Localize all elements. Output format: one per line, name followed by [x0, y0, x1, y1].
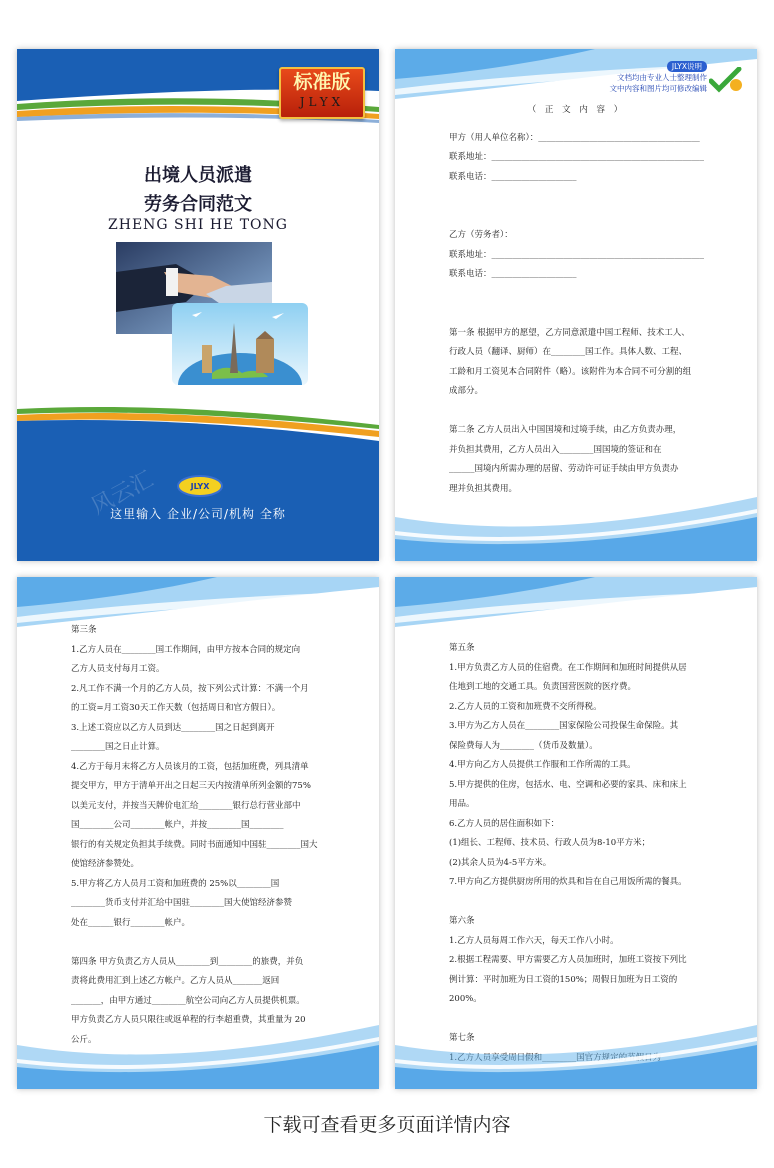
text-line: ________国之日止计算。 — [71, 742, 165, 752]
text-line: 成部分。 — [449, 386, 484, 396]
body-heading: （ 正 文 内 容 ） — [527, 105, 626, 115]
text-line: 2.凡工作不满一个月的乙方人员，按下列公式计算：不满一个月 — [71, 683, 309, 694]
contract-page-3 — [17, 577, 379, 1089]
text-line: 1.乙方人员每周工作六天，每天工作八小时。 — [449, 935, 619, 946]
text-line: 例计算：平时加班为日工资的150%；周假日加班为日工资的200%。 — [449, 974, 678, 1004]
text-line: 第七条 — [449, 1033, 475, 1043]
contract-page-4 — [395, 577, 757, 1089]
text-line: 行政人员（翻译、厨师）在________国工作。具体人数、工程、 — [449, 347, 688, 357]
text-line: (1)组长、工程师、技术员、行政人员为8-10平方米； — [449, 838, 651, 848]
blank-line — [449, 207, 704, 227]
text-line: 1.乙方人员在________国工作期间，由甲方按本合同的规定向 — [71, 644, 301, 655]
text-line: ________货币支付并汇给中国驻________国大使馆经济参赞 — [71, 898, 293, 908]
text-line: 联系电话：____________________ — [449, 171, 577, 182]
company-name-placeholder: 这里输入 企业/公司/机构 全称 — [110, 507, 286, 521]
blank-line — [449, 402, 704, 422]
note-line-2: 文中内容和图片均可修改编辑 — [609, 84, 707, 93]
text-line: 乙方人员支付每月工资。 — [71, 664, 165, 674]
cover-title-line2: 劳务合同范文 — [144, 194, 252, 215]
text-line: 使馆经济参赞处。 — [71, 859, 140, 869]
page-bottom-decoration — [395, 1015, 757, 1089]
text-line: 2.乙方人员的工资和加班费不交所得税。 — [449, 701, 602, 712]
text-line: 甲方负责乙方人员只限往或返单程的行李超重费，其重量为 20 — [71, 1015, 306, 1025]
text-line: 3.甲方为乙方人员在________国家保险公司投保生命保险。其 — [449, 721, 679, 731]
text-line: 1.甲方负责乙方人员的住宿费。在工作期间和加班时间提供从居 — [449, 662, 687, 673]
text-line: 5.甲方提供的住房，包括水、电、空调和必要的家具、床和床上 — [449, 779, 687, 790]
checkmark-icon — [709, 67, 743, 93]
text-line: (2)其余人员为4-5平方米。 — [449, 857, 552, 868]
text-line: 并负担其费用，乙方人员出入________国国境的签证和在 — [449, 444, 662, 455]
cover-title-line1: 出境人员派遣 — [144, 165, 252, 186]
note-line-1: 文档均由专业人士整理制作 — [617, 73, 707, 82]
text-line: 提交甲方，甲方于清单开出之日起三天内按清单所列金额的75% — [71, 781, 311, 791]
blank-line — [449, 304, 704, 324]
text-line: 联系地址：__________________________________________________ — [449, 152, 705, 162]
text-line: 4.甲方向乙方人员提供工作服和工作所需的工具。 — [449, 760, 636, 770]
text-line: 联系电话：____________________ — [449, 269, 577, 279]
cover-title-en: ZHENG SHI HE TONG — [108, 217, 288, 233]
page3-body — [71, 621, 326, 1050]
badge-cn-label: 标准版 — [293, 71, 351, 93]
text-line: 第二条 乙方人员出入中国国境和过境手续，由乙方负责办理， — [449, 425, 682, 435]
text-line: 联系地址：__________________________________________________ — [449, 249, 705, 260]
jlyx-logo — [175, 474, 225, 498]
blank-line — [71, 933, 326, 953]
text-line: 4.乙方于每月末将乙方人员该月的工资，包括加班费，列具清单 — [71, 761, 309, 772]
standard-edition-badge — [279, 67, 365, 119]
text-line: 第三条 — [71, 625, 97, 635]
note-title: JLYX说明 — [667, 61, 707, 72]
text-line: 银行的有关规定负担其手续费。同时书面通知中国驻________国大 — [71, 839, 318, 850]
text-line: ______国境内所需办理的居留、劳动许可证手续由甲方负责办 — [449, 464, 679, 474]
text-line: 用品。 — [449, 799, 475, 809]
text-line: 7.甲方向乙方提供厨房所用的炊具和旨在自己用饭所需的餐具。 — [449, 877, 687, 887]
text-line: 第五条 — [449, 643, 475, 653]
text-line: 责将此费用汇到上述乙方帐户。乙方人员从_______返回 — [71, 976, 280, 986]
text-line: 公斤。 — [71, 1034, 97, 1045]
text-line: 国________公司________帐户，并按________国________ — [71, 820, 284, 830]
world-landmarks-photo — [172, 303, 308, 385]
text-line: 甲方（用人单位名称）：______________________________________ — [449, 132, 700, 143]
text-line: 3.上述工资应以乙方人员到达________国之日起到离开 — [71, 722, 275, 733]
text-line: 工龄和月工资见本合同附件（略）。该附件为本合同不可分割的组 — [449, 366, 692, 377]
text-line: 保险费每人为________（货币及数量）。 — [449, 740, 598, 751]
text-line: 第六条 — [449, 916, 475, 926]
text-line: 第一条 根据甲方的愿望，乙方同意派遣中国工程师、技术工人、 — [449, 327, 690, 338]
svg-text:风云汇: 风云汇 — [87, 466, 158, 520]
badge-en-label: JLYX — [299, 95, 345, 109]
logo-text: JLYX — [190, 482, 210, 491]
blank-line — [449, 285, 704, 305]
text-line: 2.根据工程需要、甲方需要乙方人员加班时，加班工资按下列比 — [449, 955, 687, 965]
cover-page — [17, 49, 379, 561]
text-line: 住地到工地的交通工具。负责国营医院的医疗费。 — [449, 682, 637, 692]
text-line: _______，由甲方通过________航空公司向乙方人员提供机票。 — [71, 995, 305, 1006]
contract-page-2 — [395, 49, 757, 561]
text-line: 理并负担其费用。 — [449, 483, 518, 494]
text-line: 第四条 甲方负责乙方人员从________到________的旅费，并负 — [71, 956, 304, 967]
text-line: 的工资=月工资30天工作天数（包括周日和官方假日）。 — [71, 703, 281, 713]
page2-body — [449, 101, 704, 499]
page-bottom-decoration — [395, 487, 757, 561]
page-bottom-decoration — [17, 1015, 379, 1089]
text-line: 5.甲方将乙方人员月工资和加班费的 25%以________国 — [71, 878, 280, 889]
blank-line — [449, 893, 704, 913]
document-note — [610, 61, 708, 94]
blank-line — [449, 187, 704, 207]
page4-body — [449, 639, 704, 1068]
text-line: 6.乙方人员的居住面积如下： — [449, 818, 560, 829]
download-more-caption[interactable]: 下载可查看更多页面详情内容 — [263, 1114, 511, 1136]
text-line: 处在______银行________帐户。 — [71, 917, 191, 928]
text-line: 以美元支付，并按当天牌价电汇给________银行总行营业部中 — [71, 800, 301, 811]
text-line: 乙方（劳务者）： — [449, 230, 513, 240]
